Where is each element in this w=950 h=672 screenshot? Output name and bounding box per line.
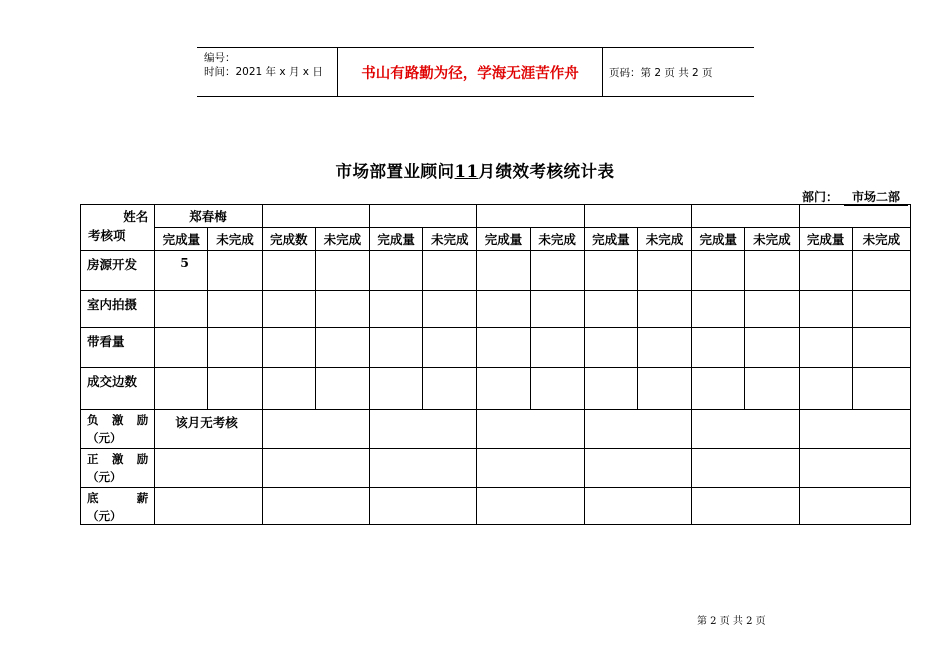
page-title bbox=[0, 158, 950, 182]
metric-value-cell bbox=[315, 291, 369, 328]
incentive-label-char: 励 bbox=[136, 413, 149, 427]
names-row bbox=[81, 205, 911, 228]
completed-header: 完成量 bbox=[692, 228, 745, 251]
incentive-value-cell bbox=[477, 449, 584, 488]
incentive-label-char: 激 bbox=[111, 413, 124, 427]
incentive-label-char: 负 bbox=[87, 413, 99, 427]
metric-value-cell bbox=[692, 251, 745, 291]
uncompleted-header: 未完成 bbox=[423, 228, 477, 251]
metric-label: 带看量 bbox=[81, 328, 155, 368]
incentive-value-cell bbox=[584, 449, 691, 488]
metric-value-cell bbox=[208, 368, 262, 410]
incentive-value-cell bbox=[370, 449, 477, 488]
metric-value-cell bbox=[584, 368, 637, 410]
kpi-table bbox=[80, 204, 911, 525]
employee-name-cell bbox=[692, 205, 799, 228]
incentive-value-cell bbox=[692, 410, 799, 449]
metric-value-cell bbox=[208, 291, 262, 328]
metric-value-cell bbox=[637, 328, 691, 368]
incentive-value-cell bbox=[370, 488, 477, 525]
incentive-label bbox=[81, 449, 155, 488]
incentive-unit: （元） bbox=[87, 470, 122, 484]
metric-value-cell bbox=[799, 291, 852, 328]
metric-value-cell bbox=[692, 328, 745, 368]
subheader-row bbox=[81, 228, 911, 251]
uncompleted-header: 未完成 bbox=[745, 228, 799, 251]
incentive-value-cell bbox=[799, 488, 910, 525]
incentive-value-cell bbox=[584, 410, 691, 449]
title-suffix: 月绩效考核统计表 bbox=[478, 162, 615, 181]
metric-value-cell bbox=[315, 328, 369, 368]
metric-value-cell bbox=[637, 251, 691, 291]
employee-name-cell bbox=[799, 205, 910, 228]
incentive-label-char: 薪 bbox=[136, 491, 149, 505]
metric-label: 房源开发 bbox=[81, 251, 155, 291]
metric-value-cell bbox=[530, 368, 584, 410]
incentive-value-cell bbox=[799, 410, 910, 449]
incentive-value-cell bbox=[477, 410, 584, 449]
incentive-row bbox=[81, 410, 911, 449]
metric-row bbox=[81, 328, 911, 368]
metric-value-cell bbox=[208, 328, 262, 368]
document-header bbox=[197, 47, 754, 97]
metric-value-cell bbox=[692, 368, 745, 410]
metric-value-cell bbox=[530, 291, 584, 328]
metric-value-cell bbox=[584, 328, 637, 368]
incentive-unit: （元） bbox=[87, 431, 122, 445]
metric-row bbox=[81, 368, 911, 410]
metric-value-cell bbox=[852, 291, 910, 328]
employee-name-cell bbox=[477, 205, 584, 228]
metric-value-cell bbox=[155, 328, 208, 368]
incentive-value-cell bbox=[692, 449, 799, 488]
header-meta bbox=[197, 48, 338, 96]
employee-name-cell: 郑春梅 bbox=[155, 205, 262, 228]
metric-value-cell bbox=[262, 251, 315, 291]
corner-cell bbox=[81, 205, 155, 251]
incentive-label-char: 激 bbox=[111, 452, 124, 466]
page-footer: 第 2 页 共 2 页 bbox=[697, 616, 766, 627]
employee-name-cell bbox=[584, 205, 691, 228]
incentive-value-cell bbox=[155, 449, 262, 488]
completed-header: 完成量 bbox=[370, 228, 423, 251]
number-label: 编号： bbox=[204, 52, 236, 64]
metric-label: 成交边数 bbox=[81, 368, 155, 410]
metric-value-cell bbox=[423, 291, 477, 328]
metric-value-cell bbox=[530, 251, 584, 291]
uncompleted-header: 未完成 bbox=[315, 228, 369, 251]
incentive-label-char: 底 bbox=[87, 491, 99, 505]
metric-value-cell bbox=[799, 251, 852, 291]
time-label: 时间：2021 年 x 月 x 日 bbox=[204, 66, 323, 78]
incentive-value-cell: 该月无考核 bbox=[155, 410, 262, 449]
incentive-value-cell bbox=[262, 410, 369, 449]
uncompleted-header: 未完成 bbox=[637, 228, 691, 251]
metric-value-cell bbox=[370, 328, 423, 368]
incentive-value-cell bbox=[584, 488, 691, 525]
incentive-value-cell bbox=[262, 488, 369, 525]
metric-value-cell: 5 bbox=[155, 251, 208, 291]
incentive-value-cell bbox=[262, 449, 369, 488]
header-motto: 书山有路勤为径，学海无涯苦作舟 bbox=[338, 48, 603, 96]
metric-value-cell bbox=[745, 251, 799, 291]
incentive-unit: （元） bbox=[87, 509, 122, 523]
metric-value-cell bbox=[584, 251, 637, 291]
metric-row bbox=[81, 291, 911, 328]
incentive-value-cell bbox=[477, 488, 584, 525]
item-header: 考核项 bbox=[88, 228, 126, 243]
metric-value-cell bbox=[799, 368, 852, 410]
uncompleted-header: 未完成 bbox=[208, 228, 262, 251]
incentive-row bbox=[81, 488, 911, 525]
metric-value-cell bbox=[477, 368, 530, 410]
employee-name-cell bbox=[370, 205, 477, 228]
incentive-value-cell bbox=[799, 449, 910, 488]
metric-value-cell bbox=[315, 251, 369, 291]
completed-header: 完成量 bbox=[799, 228, 852, 251]
metric-value-cell bbox=[584, 291, 637, 328]
department-label: 部门： bbox=[802, 190, 839, 204]
metric-value-cell bbox=[799, 328, 852, 368]
metric-value-cell bbox=[637, 368, 691, 410]
metric-value-cell bbox=[745, 328, 799, 368]
metric-value-cell bbox=[208, 251, 262, 291]
metric-value-cell bbox=[852, 251, 910, 291]
metric-value-cell bbox=[370, 251, 423, 291]
metric-value-cell bbox=[155, 291, 208, 328]
incentive-label bbox=[81, 488, 155, 525]
completed-header: 完成量 bbox=[477, 228, 530, 251]
name-header: 姓名 bbox=[123, 209, 149, 224]
uncompleted-header: 未完成 bbox=[852, 228, 910, 251]
metric-value-cell bbox=[262, 328, 315, 368]
completed-header: 完成量 bbox=[155, 228, 208, 251]
metric-value-cell bbox=[423, 251, 477, 291]
incentive-row bbox=[81, 449, 911, 488]
metric-label: 室内拍摄 bbox=[81, 291, 155, 328]
metric-value-cell bbox=[262, 368, 315, 410]
completed-header: 完成数 bbox=[262, 228, 315, 251]
title-month: 11 bbox=[454, 162, 479, 181]
metric-value-cell bbox=[423, 368, 477, 410]
employee-name-cell bbox=[262, 205, 369, 228]
metric-value-cell bbox=[315, 368, 369, 410]
metric-value-cell bbox=[477, 291, 530, 328]
completed-header: 完成量 bbox=[584, 228, 637, 251]
metric-value-cell bbox=[692, 291, 745, 328]
incentive-label bbox=[81, 410, 155, 449]
metric-value-cell bbox=[530, 328, 584, 368]
metric-row bbox=[81, 251, 911, 291]
metric-value-cell bbox=[852, 368, 910, 410]
incentive-value-cell bbox=[692, 488, 799, 525]
metric-value-cell bbox=[745, 368, 799, 410]
title-prefix: 市场部置业顾问 bbox=[335, 162, 455, 181]
metric-value-cell bbox=[637, 291, 691, 328]
incentive-label-char: 正 bbox=[87, 452, 99, 466]
metric-value-cell bbox=[477, 328, 530, 368]
metric-value-cell bbox=[852, 328, 910, 368]
incentive-value-cell bbox=[370, 410, 477, 449]
incentive-value-cell bbox=[155, 488, 262, 525]
incentive-label-char: 励 bbox=[136, 452, 149, 466]
metric-value-cell bbox=[423, 328, 477, 368]
metric-value-cell bbox=[370, 291, 423, 328]
metric-value-cell bbox=[155, 368, 208, 410]
metric-value-cell bbox=[745, 291, 799, 328]
uncompleted-header: 未完成 bbox=[530, 228, 584, 251]
department-value: 市场二部 bbox=[844, 188, 908, 206]
header-page-code: 页码：第 2 页 共 2 页 bbox=[609, 66, 713, 79]
metric-value-cell bbox=[262, 291, 315, 328]
metric-value-cell bbox=[477, 251, 530, 291]
metric-value-cell bbox=[370, 368, 423, 410]
